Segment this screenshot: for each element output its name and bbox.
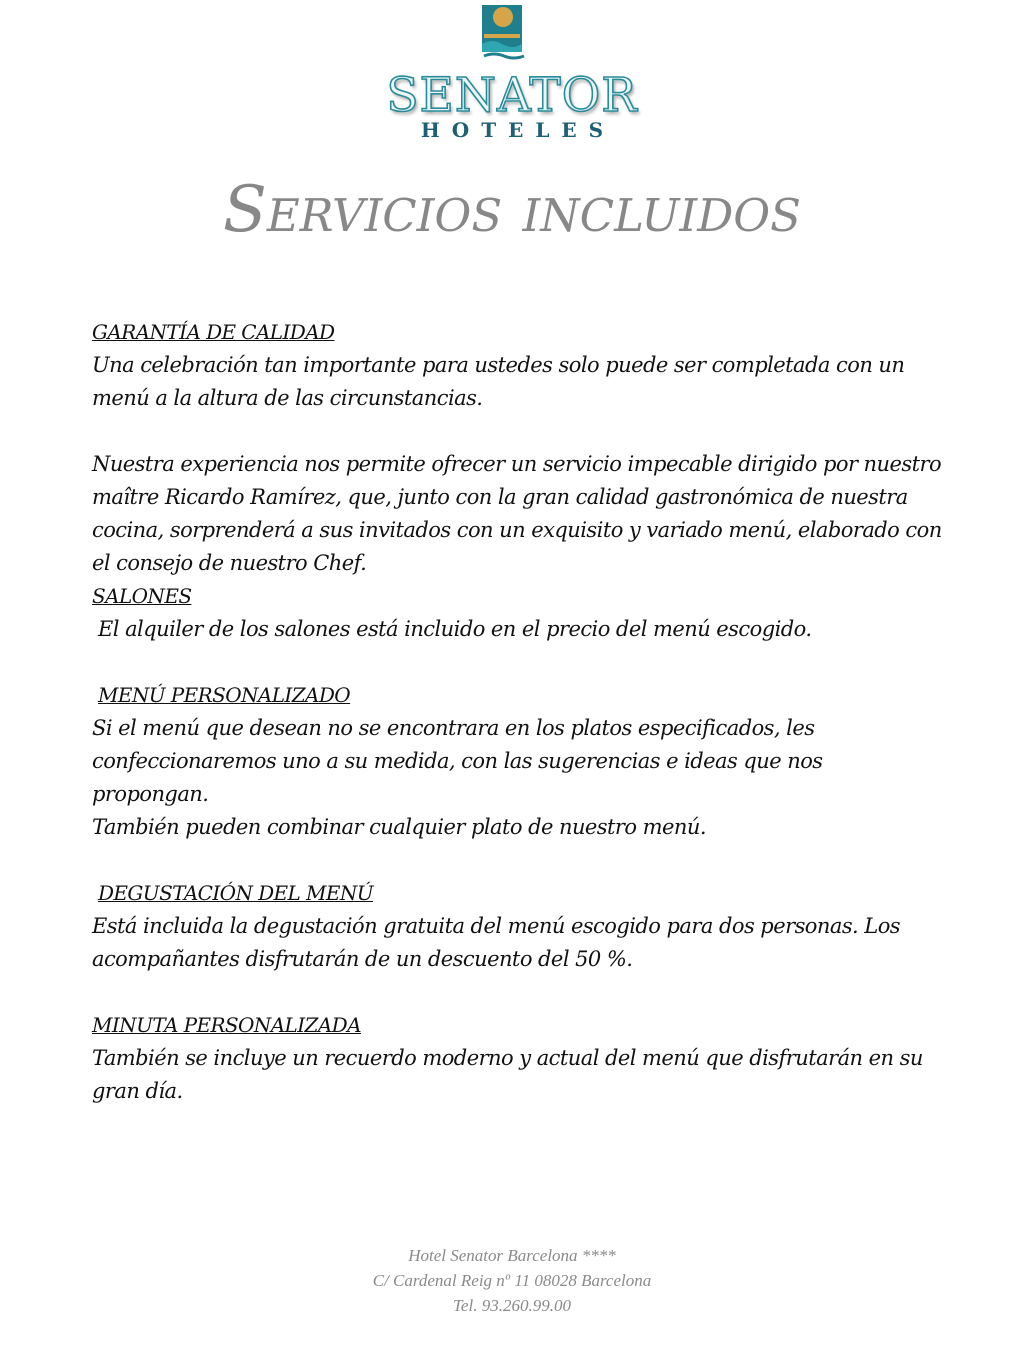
- section-heading-salones: SALONES: [92, 584, 192, 608]
- garantia-paragraph-1: Una celebración tan importante para ustedes solo puede ser completada con un menú a la altura de las circunstancias.: [92, 353, 905, 410]
- page-title: Servicios incluidos: [222, 173, 802, 247]
- garantia-paragraph-2: Nuestra experiencia nos permite ofrecer un servicio impecable dirigido por nuestro maître Ricardo Ramírez, que, junto con la gran calidad gastronómica de nuestra cocina, sorprenderá a sus invitados con un exquisito y variado menú, elaborado con el consejo de nuestro Chef.: [92, 452, 942, 575]
- hotel-address-footer: [0, 1243, 1024, 1318]
- footer-hotel-name: Hotel Senator Barcelona ****: [408, 1246, 616, 1265]
- minuta-paragraph: También se incluye un recuerdo moderno y actual del menú que disfrutarán en su gran día.: [92, 1046, 923, 1103]
- senator-emblem-icon: [480, 4, 526, 62]
- footer-address: C/ Cardenal Reig nº 11 08028 Barcelona: [372, 1271, 652, 1290]
- hotel-logo: [0, 0, 1024, 150]
- logo-name: SENATOR: [386, 68, 638, 123]
- menu-paragraph-1: Si el menú que desean no se encontrara en los platos especificados, les confeccionaremos uno a su medida, con las sugerencias e ideas que nos propongan.: [92, 716, 823, 806]
- services-content: [92, 316, 942, 1108]
- salones-paragraph: El alquiler de los salones está incluido en el precio del menú escogido.: [98, 617, 812, 641]
- section-heading-degustacion: DEGUSTACIÓN DEL MENÚ: [98, 881, 374, 905]
- logo-subtitle: HOTELES: [420, 118, 616, 142]
- footer-phone: Tel. 93.260.99.00: [453, 1296, 571, 1315]
- section-heading-garantia: GARANTÍA DE CALIDAD: [92, 320, 335, 344]
- section-heading-menu: MENÚ PERSONALIZADO: [98, 683, 351, 707]
- degustacion-paragraph: Está incluida la degustación gratuita del menú escogido para dos personas. Los acompañantes disfrutarán de un descuento del 50 %.: [92, 914, 901, 971]
- menu-paragraph-2: También pueden combinar cualquier plato de nuestro menú.: [92, 815, 706, 839]
- section-heading-minuta: MINUTA PERSONALIZADA: [92, 1013, 361, 1037]
